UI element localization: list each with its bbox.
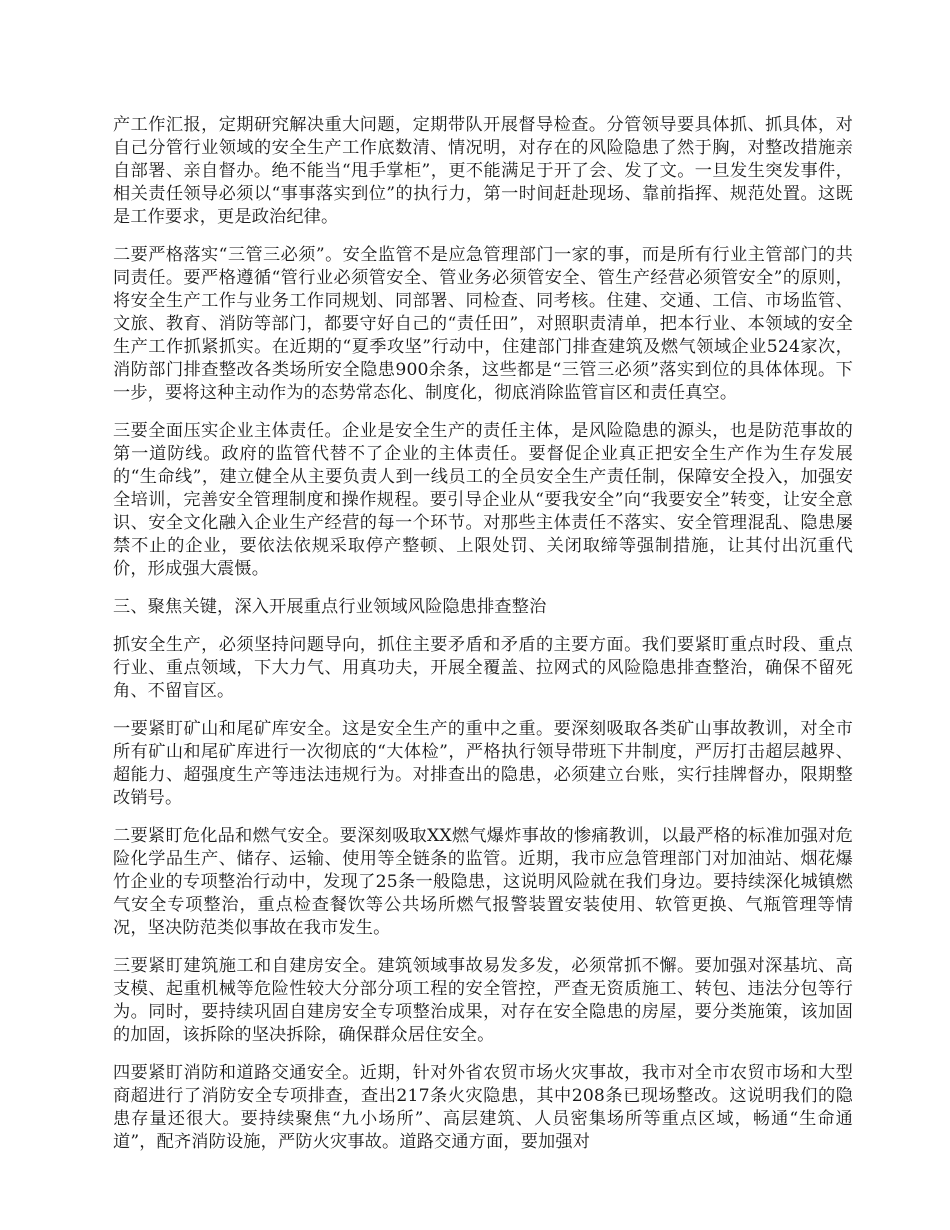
paragraph-mines-tailings: 一要紧盯矿山和尾矿库安全。这是安全生产的重中之重。要深刻吸取各类矿山事故教训，对全市所有矿山和尾矿库进行一次彻底的“大体检”，严格执行领导带班下井制度，严厉打击超层越界、超能力、超强度生产等违法违规行为。对排查出的隐患，必须建立台账，实行挂牌督办，限期整改销号。	[113, 719, 853, 808]
paragraph-fire-traffic: 四要紧盯消防和道路交通安全。近期，针对外省农贸市场火灾事故，我市对全市农贸市场和大型商超进行了消防安全专项排查，查出217条火灾隐患，其中208条已现场整改。这说明我们的隐患存量还很大。要持续聚焦“九小场所”、高层建筑、人员密集场所等重点区域，畅通“生命通道”，配齐消防设施，严防火灾事故。道路交通方面，要加强对	[113, 1063, 853, 1152]
paragraph-problem-orientation: 抓安全生产，必须坚持问题导向，抓住主要矛盾和矛盾的主要方面。我们要紧盯重点时段、重点行业、重点领域，下大力气、用真功夫，开展全覆盖、拉网式的风险隐患排查整治，确保不留死角、不留盲区。	[113, 635, 853, 701]
paragraph-leadership-duties: 产工作汇报，定期研究解决重大问题，定期带队开展督导检查。分管领导要具体抓、抓具体，对自己分管行业领域的安全生产工作底数清、情况明，对存在的风险隐患了然于胸，对整改措施亲自部署、亲自督办。绝不能当“甩手掌柜”，更不能满足于开了会、发了文。一旦发生突发事件，相关责任领导必须以“事事落实到位”的执行力，第一时间赶赴现场、靠前指挥、规范处置。这既是工作要求，更是政治纪律。	[113, 115, 853, 227]
paragraph-three-manage-three-must: 二要严格落实“三管三必须”。安全监管不是应急管理部门一家的事，而是所有行业主管部门的共同责任。要严格遵循“管行业必须管安全、管业务必须管安全、管生产经营必须管安全”的原则，将安全生产工作与业务工作同规划、同部署、同检查、同考核。住建、交通、工信、市场监管、文旅、教育、消防等部门，都要守好自己的“责任田”，对照职责清单，把本行业、本领域的安全生产工作抓紧抓实。在近期的“夏季攻坚”行动中，住建部门排查建筑及燃气领域企业524家次，消防部门排查整改各类场所安全隐患900余条，这些都是“三管三必须”落实到位的具体体现。下一步，要将这种主动作为的态势常态化、制度化，彻底消除监管盲区和责任真空。	[113, 245, 853, 403]
paragraph-enterprise-responsibility: 三要全面压实企业主体责任。企业是安全生产的责任主体，是风险隐患的源头，也是防范事故的第一道防线。政府的监管代替不了企业的主体责任。要督促企业真正把安全生产作为生存发展的“生命线”，建立健全从主要负责人到一线员工的全员安全生产责任制，保障安全投入，加强安全培训，完善安全管理制度和操作规程。要引导企业从“要我安全”向“我要安全”转变，让安全意识、安全文化融入企业生产经营的每一个环节。对那些主体责任不落实、安全管理混乱、隐患屡禁不止的企业，要依法依规采取停产整顿、上限处罚、关闭取缔等强制措施，让其付出沉重代价，形成强大震慑。	[113, 421, 853, 579]
paragraph-hazchem-gas: 二要紧盯危化品和燃气安全。要深刻吸取XX燃气爆炸事故的惨痛教训，以最严格的标准加强对危险化学品生产、储存、运输、使用等全链条的监管。近期，我市应急管理部门对加油站、烟花爆竹企业的专项整治行动中，发现了25条一般隐患，这说明风险就在我们身边。要持续深化城镇燃气安全专项整治，重点检查餐饮等公共场所燃气报警装置安装使用、软管更换、气瓶管理等情况，坚决防范类似事故在我市发生。	[113, 826, 853, 938]
paragraph-construction-housing: 三要紧盯建筑施工和自建房安全。建筑领域事故易发多发，必须常抓不懈。要加强对深基坑、高支模、起重机械等危险性较大分部分项工程的安全管控，严查无资质施工、转包、违法分包等行为。同时，要持续巩固自建房安全专项整治成果，对存在安全隐患的房屋，要分类施策，该加固的加固，该拆除的坚决拆除，确保群众居住安全。	[113, 956, 853, 1045]
document-page	[113, 114, 853, 1169]
section-heading: 三、聚焦关键，深入开展重点行业领域风险隐患排查整治	[113, 597, 547, 617]
